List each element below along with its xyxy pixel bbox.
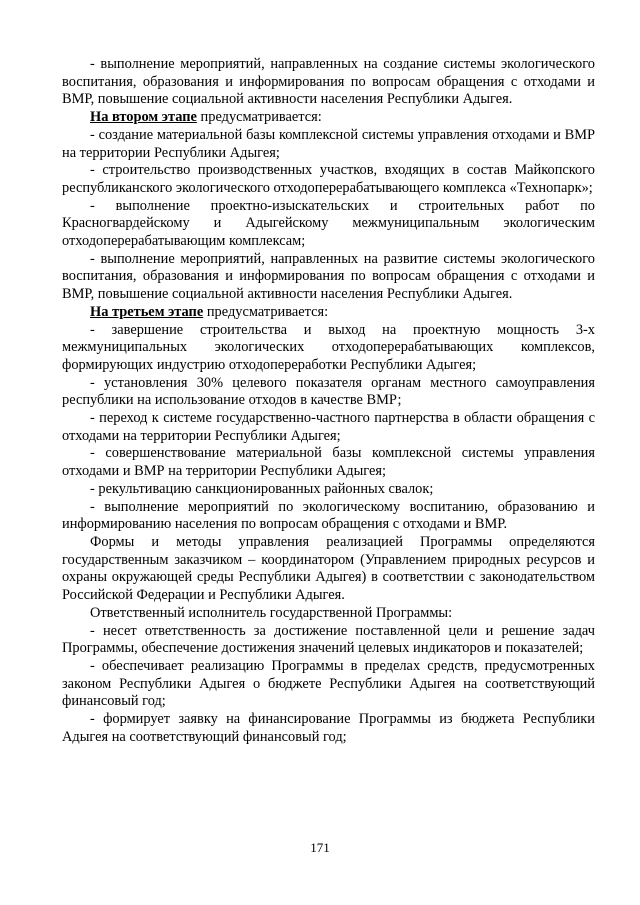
paragraph-stage1-last-item: - выполнение мероприятий, направленных на создание системы экологического воспитания, образования и информирования по вопросам обращения с отходами и ВМР, повышение социальной активности населения Республики Адыгея. (62, 56, 595, 108)
document-page (62, 56, 595, 746)
paragraph-stage3-item-5: - рекультивацию санкционированных районных свалок; (90, 480, 434, 497)
paragraph-executor-intro: Ответственный исполнитель государственной Программы: (90, 604, 453, 621)
paragraph-stage3-item-6: - выполнение мероприятий по экологическому воспитанию, образованию и информированию населения по вопросам обращения с отходами и ВМР. (62, 498, 595, 533)
paragraph-executor-duty-3: - формирует заявку на финансирование Программы из бюджета Республики Адыгея на соответствующий финансовый год; (62, 711, 595, 745)
stage3-heading: На третьем этапе (90, 303, 204, 320)
paragraph-stage3-item-4: - совершенствование материальной базы комплексной системы управления отходами и ВМР на территории Республики Адыгея; (62, 445, 595, 480)
paragraph-executor-duty-2: - обеспечивает реализацию Программы в пределах средств, предусмотренных законом Республики Адыгея о бюджете Республики Адыгея на соответствующий финансовый год; (62, 657, 595, 710)
paragraph-stage3-item-2: - установления 30% целевого показателя органам местного самоуправления республики на использование отходов в качестве ВМР; (62, 374, 595, 409)
paragraph-stage3-intro (62, 304, 595, 322)
paragraph-executor-duty-1: - несет ответственность за достижение поставленной цели и решение задач Программы, обеспечение достижения значений целевых индикаторов и показателей; (62, 622, 595, 657)
stage2-intro-text: предусматривается: (196, 109, 322, 126)
page-number: 171 (310, 840, 330, 855)
paragraph-stage3-item-3: - переход к системе государственно-частного партнерства в области обращения с отходами на территории Республики Адыгея; (62, 410, 595, 444)
stage3-intro-text: предусматривается: (203, 303, 329, 320)
paragraph-management-forms: Формы и методы управления реализацией Программы определяются государственным заказчиком – координатором (Управлением природных ресурсов и охраны окружающей среды Республики Адыгея) в соответствии с законодательством Российской Федерации и Республики Адыгея. (62, 533, 595, 604)
paragraph-stage3-item-1: - завершение строительства и выход на проектную мощность 3-х межмуниципальных экологических отходоперерабатывающих комплексов, формирующих индустрию отходопереработки Республики Адыгея; (62, 321, 595, 373)
stage2-heading: На втором этапе (90, 109, 197, 126)
paragraph-stage2-item-1: - создание материальной базы комплексной системы управления отходами и ВМР на территории Республики Адыгея; (62, 126, 595, 161)
paragraph-stage2-item-3: - выполнение проектно-изыскательских и строительных работ по Красногвардейскому и Адыгейскому межмуниципальным экологическим отходоперерабатывающим комплексам; (62, 197, 595, 250)
paragraph-stage2-item-4: - выполнение мероприятий, направленных на развитие системы экологического воспитания, образования и информирования по вопросам обращения с отходами и ВМР, повышение социальной активности населения Республики Адыгея. (62, 250, 595, 303)
paragraph-stage2-item-2: - строительство производственных участков, входящих в состав Майкопского республиканского экологического отходоперерабатывающего комплекса «Технопарк»; (62, 162, 595, 196)
paragraph-stage2-intro (62, 109, 595, 127)
